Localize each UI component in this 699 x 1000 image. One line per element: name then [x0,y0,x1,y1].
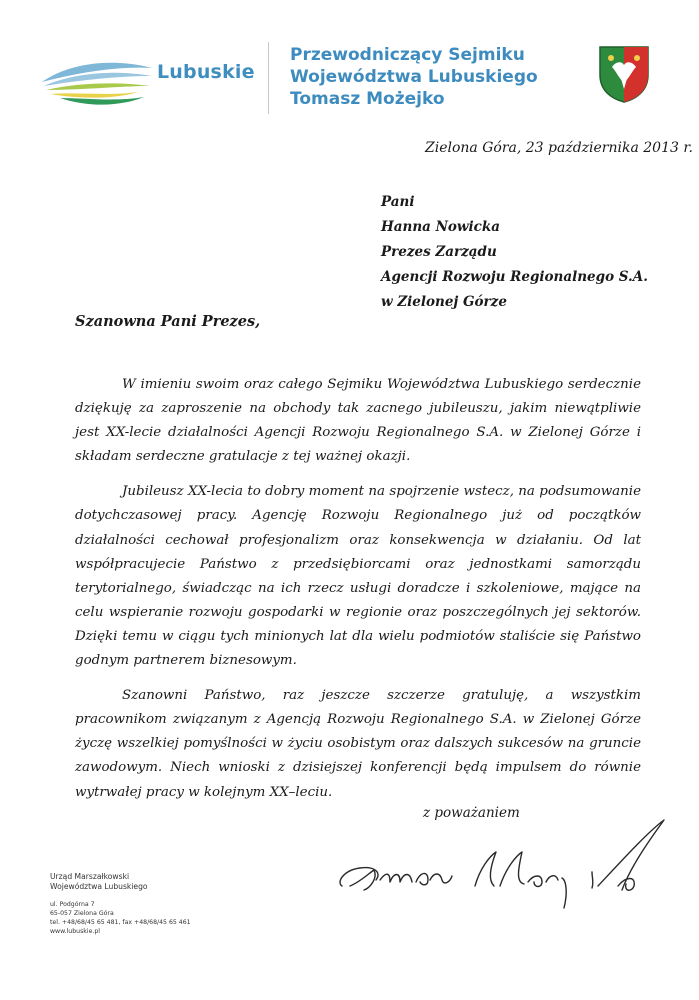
coat-of-arms-icon [598,45,650,103]
footer-org-line: Urząd Marszałkowski [50,872,130,881]
office-title-line: Przewodniczący Sejmiku [290,45,525,65]
footer-address-line: tel. +48/68/45 65 481, fax +48/68/45 65 461 [50,919,191,926]
office-title [290,44,538,110]
letter-body [75,373,641,816]
recipient-block [381,190,648,315]
body-paragraph: W imieniu swoim oraz całego Sejmiku Województwa Lubuskiego serdecznie dziękuję za zaproszenie na obchody tak zacnego jubileuszu, jakim niewątpliwie jest XX-lecie działalności Agencji Rozwoju Regionalnego S.A. w Zielonej Górze i składam serdeczne gratulacje z tej ważnej okazji. [75,377,641,465]
footer-website-link[interactable]: www.lubuskie.pl [50,928,101,935]
office-title-line: Województwa Lubuskiego [290,67,538,87]
footer-org-line: Województwa Lubuskiego [50,882,148,891]
recipient-line: Hanna Nowicka [381,219,500,235]
salutation: Szanowna Pani Prezes, [75,313,261,330]
letter-date: Zielona Góra, 23 października 2013 r. [425,140,693,156]
footer-org [50,872,191,892]
office-title-line: Tomasz Możejko [290,89,445,109]
lubuskie-logo-icon [40,52,155,110]
footer-contact [50,900,191,936]
body-paragraph: Jubileusz XX-lecia to dobry moment na spojrzenie wstecz, na podsumowanie dotychczasowej pracy. Agencję Rozwoju Regionalnego już od początków działalności cechował profesjonalizm oraz konsekwencja w działaniu. Od lat współpracujecie Państwo z przedsiębiorcami oraz jednostkami samorządu terytorialnego, świadcząc na ich rzecz usługi doradcze i szkoleniowe, mające na celu wspieranie rozwoju gospodarki w regionie oraz poszczególnych jej sektorów. Dzięki temu w ciągu tych minionych lat dla wielu podmiotów staliście się Państwo godnym partnerem biznesowym. [75,484,641,669]
footer-address [50,872,191,936]
logo-text: Lubuskie [157,61,255,83]
recipient-line: Prezes Zarządu [381,244,497,260]
recipient-line: Pani [381,194,415,210]
recipient-line: Agencji Rozwoju Regionalnego S.A. [381,269,648,285]
footer-address-line: 65-057 Zielona Góra [50,910,114,917]
handwritten-signature [330,812,675,920]
header-divider [268,42,269,114]
body-paragraph: Szanowni Państwo, raz jeszcze szczerze gratuluję, a wszystkim pracownikom związanym z Agencją Rozwoju Regionalnego S.A. w Zielonej Górze życzę wszelkiej pomyślności w życiu osobistym oraz dalszych sukcesów na gruncie zawodowym. Niech wnioski z dzisiejszej konferencji będą impulsem do równie wytrwałej pracy w kolejnym XX–leciu. [75,688,641,800]
recipient-line: w Zielonej Górze [381,294,507,310]
footer-address-line: ul. Podgórna 7 [50,901,95,908]
closing-regards: z poważaniem [423,805,520,821]
